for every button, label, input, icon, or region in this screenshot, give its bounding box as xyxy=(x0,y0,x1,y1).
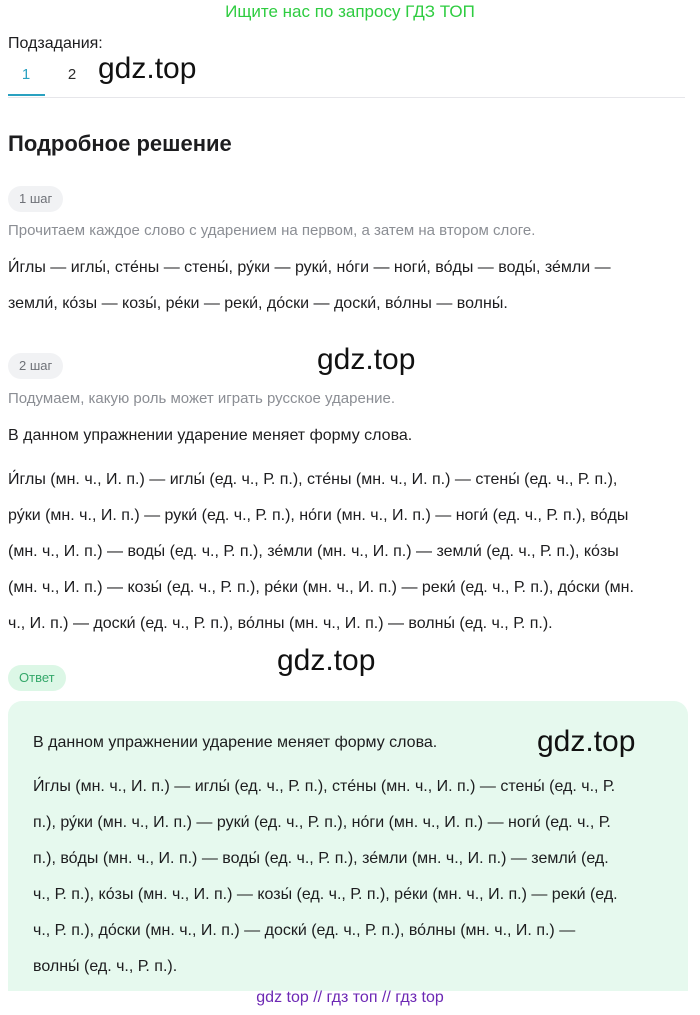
tab-subtask-1[interactable]: 1 xyxy=(8,66,44,83)
step-2-line: ру́ки (мн. ч., И. п.) — руки́ (ед. ч., Р. п.), но́ги (мн. ч., И. п.) — ноги́ (ед. ч., Р. п.), во́ды xyxy=(8,507,629,524)
step-2-text xyxy=(8,462,692,642)
answer-line: волны́ (ед. ч., Р. п.). xyxy=(33,958,178,975)
step-1-hint: Прочитаем каждое слово с ударением на первом, а затем на втором слоге. xyxy=(8,222,536,239)
step-2-badge: 2 шаг xyxy=(8,353,63,379)
subtasks-label: Подзадания: xyxy=(8,35,103,52)
solution-title: Подробное решение xyxy=(8,131,232,156)
promo-banner: Ищите нас по запросу ГДЗ ТОП xyxy=(225,2,475,21)
answer-badge: Ответ xyxy=(8,665,66,691)
step-1-badge: 1 шаг xyxy=(8,186,63,212)
step-2-line: ч., И. п.) — доски́ (ед. ч., Р. п.), во́лны (мн. ч., И. п.) — волны́ (ед. ч., Р. п.). xyxy=(8,615,553,632)
tab-subtask-2[interactable]: 2 xyxy=(67,66,77,83)
answer-box xyxy=(8,701,688,991)
answer-line: п.), во́ды (мн. ч., И. п.) — воды́ (ед. ч., Р. п.), зе́мли (мн. ч., И. п.) — земли́ (ед. xyxy=(33,850,609,867)
answer-line: ч., Р. п.), ко́зы (мн. ч., И. п.) — козы́ (ед. ч., Р. п.), ре́ки (мн. ч., И. п.) — реки́ (ед. xyxy=(33,886,618,903)
answer-line: ч., Р. п.), до́ски (мн. ч., И. п.) — доски́ (ед. ч., Р. п.), во́лны (мн. ч., И. п.) — xyxy=(33,922,576,939)
answer-line: И́глы (мн. ч., И. п.) — иглы́ (ед. ч., Р. п.), сте́ны (мн. ч., И. п.) — стены́ (ед. ч., Р. xyxy=(33,778,616,795)
watermark: gdz.top xyxy=(537,725,636,758)
footer-watermark: gdz top // гдз топ // гдз top xyxy=(256,989,444,1006)
step-1-line: земли́, ко́зы — козы́, ре́ки — реки́, до́ски — доски́, во́лны — волны́. xyxy=(8,295,508,312)
step-2-line: И́глы (мн. ч., И. п.) — иглы́ (ед. ч., Р. п.), сте́ны (мн. ч., И. п.) — стены́ (ед. ч., Р. п.), xyxy=(8,471,618,488)
step-2-hint: Подумаем, какую роль может играть русское ударение. xyxy=(8,390,395,407)
answer-text xyxy=(33,769,673,985)
watermark: gdz.top xyxy=(317,343,416,376)
step-2-line: (мн. ч., И. п.) — козы́ (ед. ч., Р. п.), ре́ки (мн. ч., И. п.) — реки́ (ед. ч., Р. п.), до́ски (мн. xyxy=(8,579,634,596)
answer-statement: В данном упражнении ударение меняет форму слова. xyxy=(33,734,438,751)
step-1-line: И́глы — иглы́, сте́ны — стены́, ру́ки — руки́, но́ги — ноги́, во́ды — воды́, зе́мли — xyxy=(8,259,611,276)
answer-line: п.), ру́ки (мн. ч., И. п.) — руки́ (ед. ч., Р. п.), но́ги (мн. ч., И. п.) — ноги́ (ед. ч., Р. xyxy=(33,814,611,831)
watermark: gdz.top xyxy=(98,52,197,85)
watermark: gdz.top xyxy=(277,644,376,677)
step-2-line: (мн. ч., И. п.) — воды́ (ед. ч., Р. п.), зе́мли (мн. ч., И. п.) — земли́ (ед. ч., Р. п.), ко́зы xyxy=(8,543,619,560)
step-1-text xyxy=(8,250,692,322)
step-2-statement: В данном упражнении ударение меняет форму слова. xyxy=(8,427,413,444)
